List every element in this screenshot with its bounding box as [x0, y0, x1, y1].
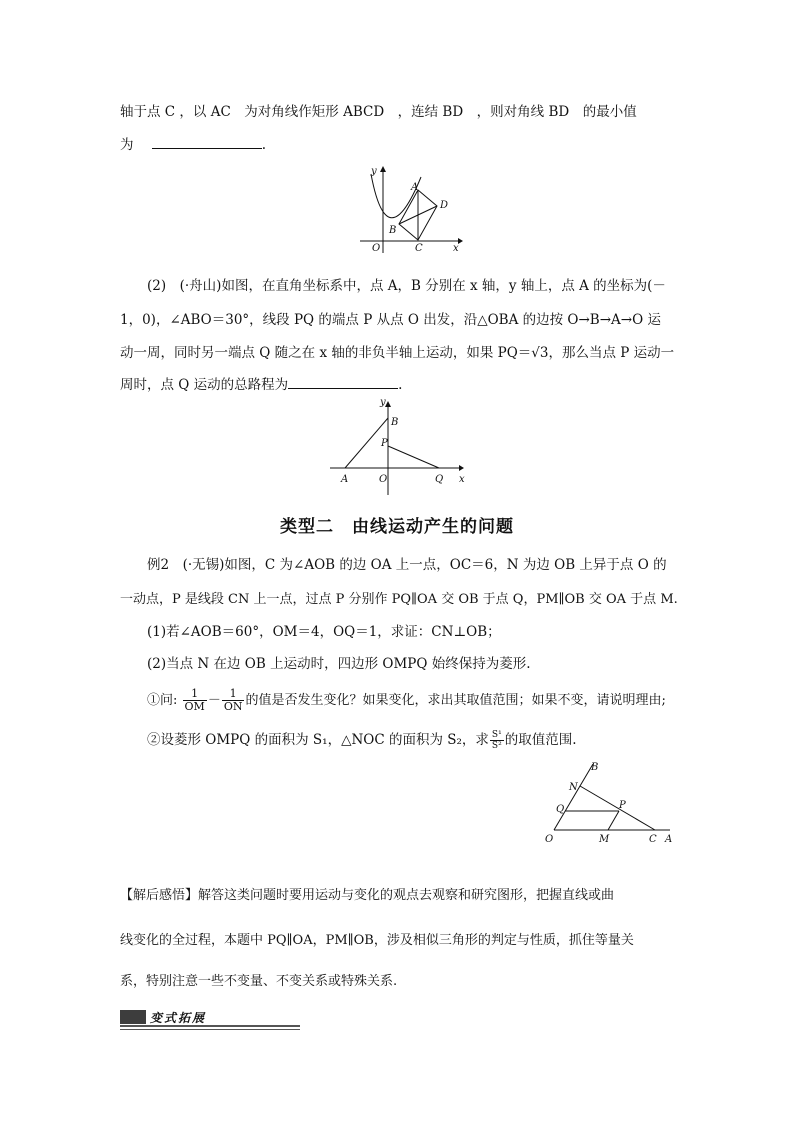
fraction-1-over-on	[222, 688, 245, 713]
ex2-line5-pre: ①问:	[147, 693, 178, 708]
fig1-label-c: C	[415, 243, 423, 254]
fig1-label-x: x	[453, 243, 459, 254]
frac3-denominator: S²	[491, 741, 502, 751]
q1-line1: 轴于点 C ，以 AC 为对角线作矩形 ABCD ，连结 BD ，则对角线 BD 的最小值	[120, 104, 637, 120]
fig3-label-q: Q	[556, 804, 565, 815]
section-bar-variant-extension	[120, 1010, 300, 1026]
frac3-numerator: S¹	[491, 730, 502, 740]
ex2-line5	[147, 688, 666, 713]
insight-line1: 【解后感悟】解答这类问题时要用运动与变化的观点去观察和研究图形，把握直线或曲	[120, 888, 615, 903]
ex2-line4: (2)当点 N 在边 OB 上运动时，四边形 OMPQ 始终保持为菱形.	[147, 656, 531, 672]
fig3-label-m: M	[599, 834, 610, 845]
section-bar-block	[120, 1010, 146, 1024]
fig1-label-o: O	[372, 243, 381, 254]
fig1-label-d: D	[440, 200, 449, 211]
fig2-label-a: A	[341, 474, 349, 485]
section-bar-title: 变式拓展	[150, 1011, 207, 1025]
section-heading: 类型二 由线运动产生的问题	[280, 517, 514, 537]
answer-blank-2[interactable]	[288, 374, 398, 389]
q2-line2: 1，0)，∠ABO＝30°，线段 PQ 的端点 P 从点 O 出发，沿△OBA 的边按 O→B→A→O 运	[120, 312, 661, 328]
ex2-line1: 例2 (·无锡)如图，C 为∠AOB 的边 OA 上一点，OC＝6，N 为边 OB 上异于点 O 的	[147, 557, 667, 573]
fig2-label-o: O	[379, 474, 388, 485]
ex2-line6-post: 的取值范围.	[504, 732, 577, 748]
minus-sign: －	[207, 693, 221, 708]
figure-3-rhombus	[540, 758, 680, 848]
fig2-label-y: y	[380, 397, 386, 408]
q2-line3: 动一周，同时另一端点 Q 随之在 x 轴的非负半轴上运动，如果 PQ＝√3，那么当点 P 运动一	[120, 345, 675, 361]
ex2-line5-post: 的值是否发生变化？如果变化，求出其取值范围；如果不变，请说明理由;	[245, 693, 666, 708]
frac1-numerator: 1	[183, 688, 207, 701]
fig1-label-b: B	[389, 225, 397, 236]
q2-line4: 周时，点 Q 运动的总路程为 .	[120, 374, 402, 395]
fig1-label-y: y	[371, 166, 377, 177]
ex2-line3: (1)若∠AOB＝60°，OM＝4，OQ＝1，求证：CN⊥OB；	[147, 624, 501, 640]
fig3-label-o: O	[545, 834, 554, 845]
q2-line1: (2) (·舟山)如图，在直角坐标系中，点 A，B 分别在 x 轴，y 轴上，点 A 的坐标为(－	[147, 278, 666, 294]
figure-2-coordinate-triangle	[327, 395, 472, 495]
fraction-1-over-om	[183, 688, 207, 713]
answer-blank-1[interactable]	[152, 134, 262, 149]
fig3-label-p: P	[619, 800, 626, 811]
frac1-denominator: OM	[184, 700, 205, 713]
q1-line2: 为 .	[120, 134, 266, 155]
fig3-label-b: B	[591, 762, 599, 773]
frac2-numerator: 1	[222, 688, 245, 701]
insight-line2: 线变化的全过程，本题中 PQ∥OA，PM∥OB，涉及相似三角形的判定与性质，抓住等量关	[120, 933, 634, 948]
fraction-s1-over-s2	[490, 730, 504, 751]
fig2-label-q: Q	[435, 474, 444, 485]
figure-1-parabola-rectangle	[355, 160, 470, 255]
fig3-label-c: C	[649, 834, 657, 845]
section-bar-rule	[120, 1025, 300, 1027]
section-bar-rule-thin	[120, 1029, 300, 1030]
q2-line4-prefix: 周时，点 Q 运动的总路程为	[120, 377, 289, 393]
q1-line2-prefix: 为	[120, 137, 134, 153]
frac2-denominator: ON	[223, 700, 243, 713]
insight-line3: 系，特别注意一些不变量、不变关系或特殊关系.	[120, 974, 398, 989]
ex2-line2: 一动点，P 是线段 CN 上一点，过点 P 分别作 PQ∥OA 交 OB 于点 Q，PM∥OB 交 OA 于点 M.	[120, 592, 678, 607]
fig1-label-a: A	[411, 182, 419, 193]
ex2-line6	[147, 730, 577, 751]
fig3-label-a: A	[665, 834, 673, 845]
fig2-label-p: P	[381, 438, 388, 449]
fig2-label-b: B	[391, 417, 399, 428]
fig3-label-n: N	[569, 782, 578, 793]
ex2-line6-pre: ②设菱形 OMPQ 的面积为 S₁，△NOC 的面积为 S₂，求	[147, 732, 489, 748]
fig2-label-x: x	[459, 474, 465, 485]
